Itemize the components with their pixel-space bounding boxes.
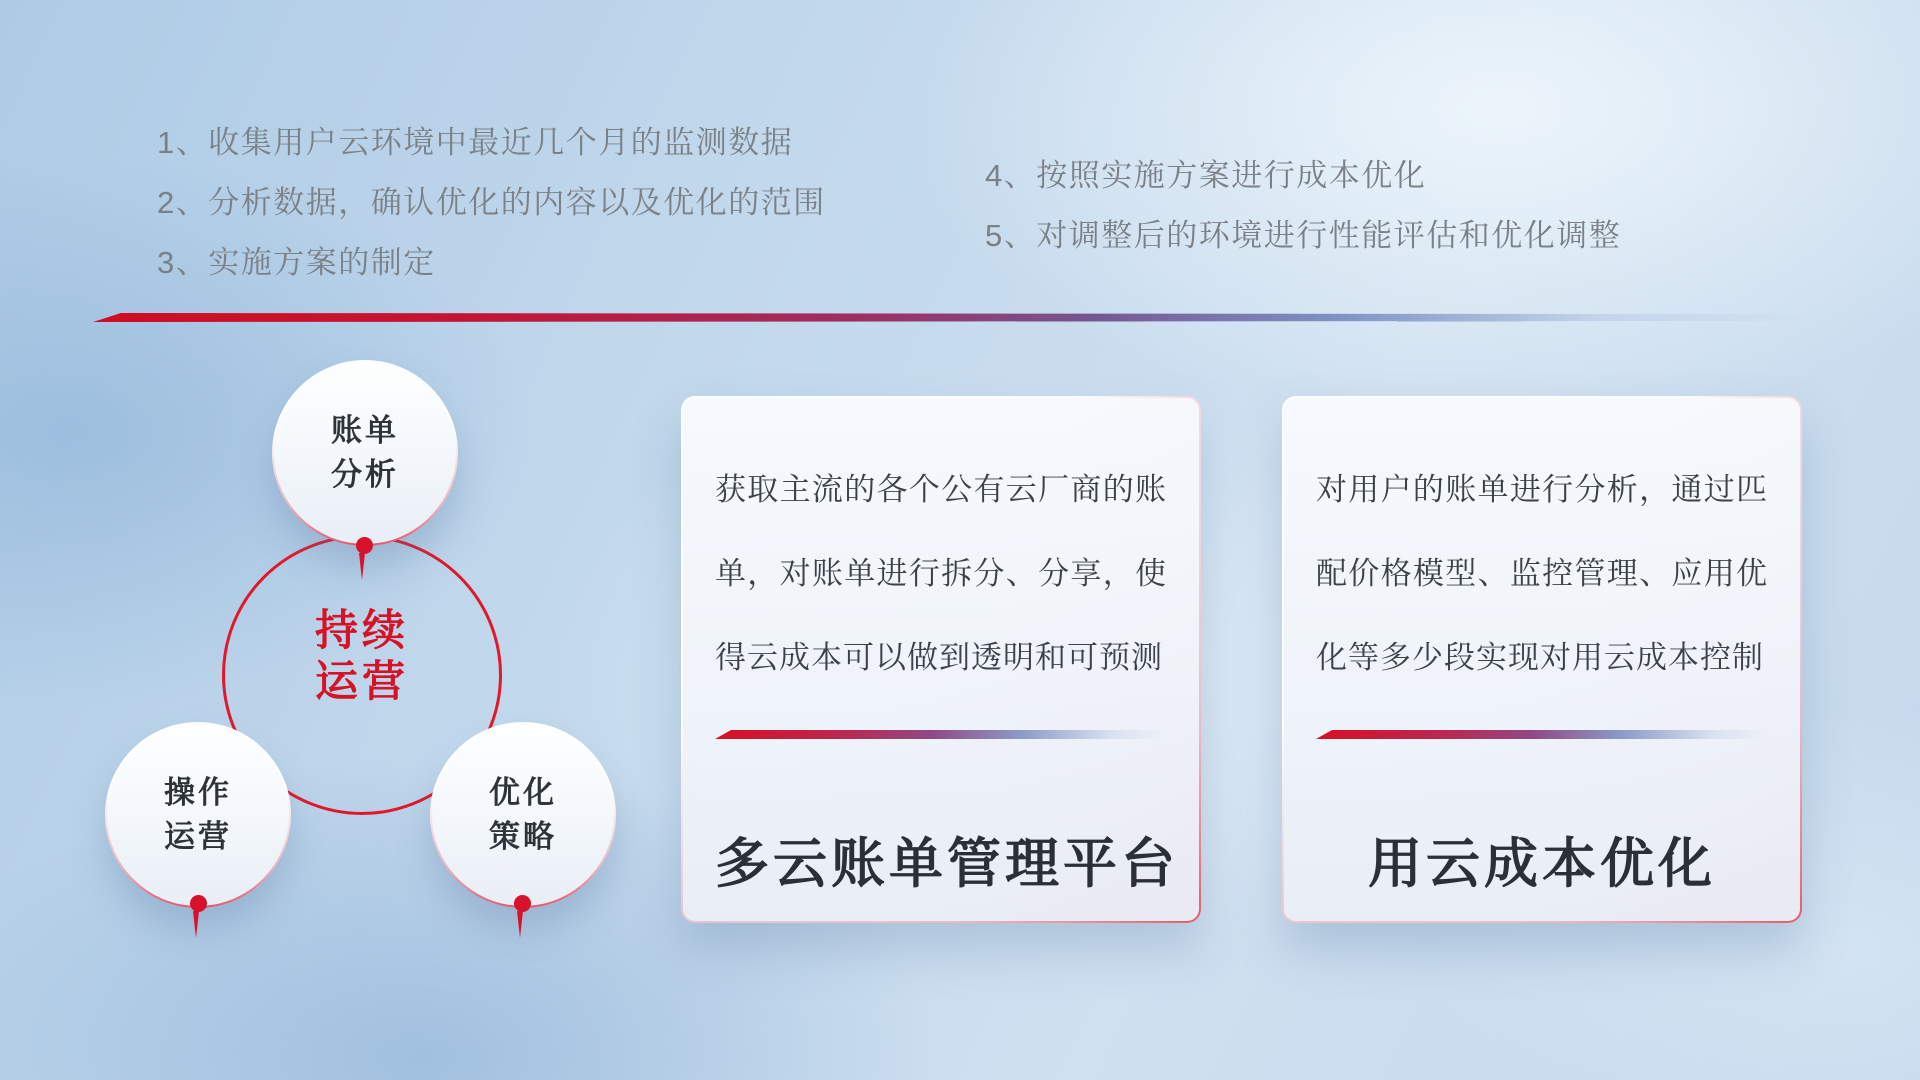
connector-dot [514, 895, 531, 912]
step-item-5: 5、对调整后的环境进行性能评估和优化调整 [985, 218, 1622, 253]
cycle-center-line: 持续 [315, 607, 409, 655]
node-bill-analysis-label [274, 362, 456, 544]
gradient-divider-line [93, 313, 1808, 322]
node-label-line: 优化 [489, 775, 557, 810]
cycle-center-line: 运营 [315, 658, 409, 706]
card-title: 用云成本优化 [1368, 834, 1716, 894]
step-item-1: 1、收集用户云环境中最近几个月的监测数据 [157, 125, 794, 160]
process-steps-left [157, 113, 826, 293]
card-cost-optimization-content [1284, 398, 1800, 921]
cycle-center-label [262, 606, 462, 708]
node-optimization-strategy [430, 722, 616, 908]
card-cost-optimization [1282, 396, 1802, 923]
card-multicloud-billing [681, 396, 1201, 923]
node-label-line: 操作 [164, 775, 232, 810]
node-label-line: 运营 [164, 819, 232, 854]
step-item-3: 3、实施方案的制定 [157, 245, 436, 280]
node-optimization-strategy-label [432, 724, 614, 906]
card-multicloud-billing-content [683, 398, 1199, 921]
connector-pin [359, 553, 365, 580]
card-body-text: 对用户的账单进行分析，通过匹配价格模型、监控管理、应用优化等多少段实现对用云成本控制 [1316, 472, 1768, 675]
node-operation-label [107, 724, 289, 906]
node-label-line: 分析 [331, 457, 399, 492]
node-operation [105, 722, 291, 908]
connector-pin [517, 911, 523, 938]
connector-pin [193, 911, 199, 938]
node-bill-analysis [272, 360, 458, 546]
step-item-4: 4、按照实施方案进行成本优化 [985, 158, 1427, 193]
card-divider-line [715, 730, 1167, 739]
connector-dot [190, 895, 207, 912]
card-divider-line [1316, 730, 1768, 739]
node-label-line: 账单 [331, 413, 399, 448]
card-title: 多云账单管理平台 [715, 834, 1179, 894]
card-body-text: 获取主流的各个公有云厂商的账单，对账单进行拆分、分享，使得云成本可以做到透明和可预测 [715, 472, 1167, 675]
node-label-line: 策略 [489, 819, 557, 854]
connector-dot [356, 537, 373, 554]
process-steps-right [985, 146, 1621, 266]
step-item-2: 2、分析数据，确认优化的内容以及优化的范围 [157, 185, 826, 220]
